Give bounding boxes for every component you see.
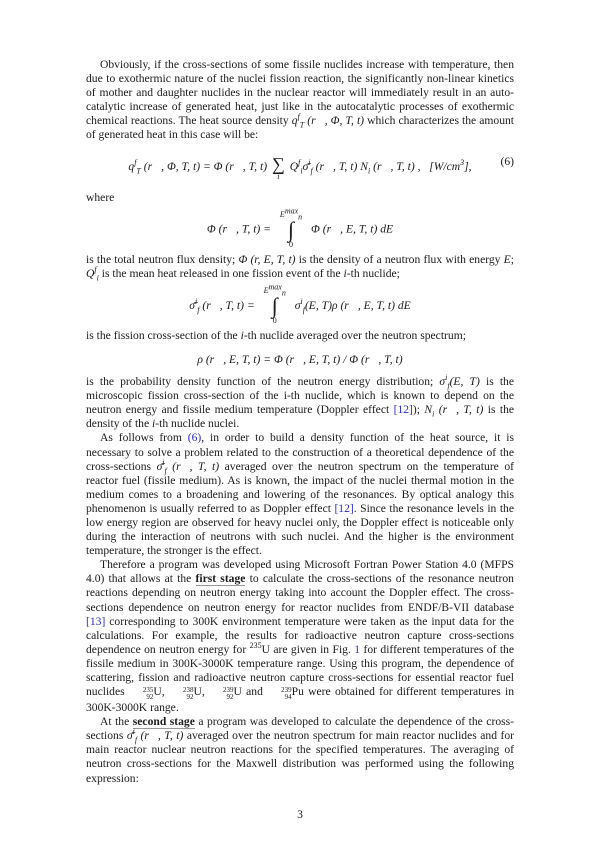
figure-ref-1[interactable]: 1	[354, 642, 361, 656]
nuclide-u239: 239 92U and	[223, 685, 263, 702]
eq6-rhs: $Q^f_i\sigmā^i_f$ (r⃗, T, t) $N_i$ (r⃗, T, t) ,	[289, 158, 421, 176]
text: Obviously, if the cross-sections of some fissile nuclides increase with temperature, then due to exothermic nature of the nuclei fission reaction, the significantly non-linear kinetics of mother and daughter nuclides in the nuclear reactor will immediately result in an auto-catalytic increase of generated heat, just like in the autocatalytic processes of exothermic chemical reactions. The heat source density	[86, 58, 514, 128]
paragraph-second-stage: At the second stage a program was developed to calculate the dependence of the cross-sections σ̄$^i_f$ (r⃗, T, t) averaged over the neutron spectrum for main reactor nuclides and for main reactor nuclear neutron reactions for the specified temperatures. The averaging of neutron cross-sections for the Maxwell distribution was performed using the following expression:	[86, 715, 514, 785]
citation-12[interactable]: [12]	[393, 403, 413, 417]
first-stage-emphasis: first stage	[195, 572, 246, 586]
eq-lhs: Φ (r⃗, T, t) =	[206, 222, 272, 236]
eq6-units: $[W/cm^3]$,	[429, 158, 472, 174]
eq-lhs: σ̄$^i_f$ (r⃗, T, t) =	[189, 296, 255, 314]
paragraph-heat-source	[86, 58, 514, 143]
paragraph-probability-density: is the probability density function of the neutron energy distribution; $\sigma^i_f(E$, T) is the microscopic fission cross-section of the i-th nuclide, which is known to depend on the neutron energy and fissile medium temperature (Doppler effect [12]); $N_i$ (r⃗, T, t) is the density of the i-th nuclide nuclei.	[86, 373, 515, 431]
summation-sign: ∑ i	[271, 153, 285, 181]
page-number: 3	[297, 808, 303, 821]
second-stage-emphasis: second stage	[132, 715, 195, 729]
equation-averaged-cross-section	[86, 282, 514, 325]
equation-total-flux	[86, 206, 514, 249]
eq-rho: ρ (r⃗, E, T, t) = Φ (r⃗, E, T, t) / Φ (r⃗, T, t)	[197, 352, 403, 366]
paper-page-body	[86, 58, 514, 786]
equation-probability-density	[86, 353, 514, 367]
equation-6	[86, 155, 514, 181]
math-inline: $q^f_T$ (r⃗, Φ, T, t)	[291, 112, 365, 130]
citation-12[interactable]: [12]	[334, 501, 354, 515]
integral-sign: $E^{max}_n$ ∫ 0	[263, 282, 286, 325]
paragraph-first-stage: Therefore a program was developed using Microsoft Fortran Power Station 4.0 (MFPS 4.0) that allows at the first stage to calculate the cross-sections of the resonance neutron reactions depending on neutron energy taking into account the Doppler effect. The cross-sections dependence on neutron energy for reactor nuclides from ENDF/B-VII database [13] corresponding to 300K environment temperature were taken as the input data for the calculations. For example, the results for radioactive neutron capture cross-sections dependence on neutron energy for $^{235}$U are given in Fig. 1 for different temperatures of the fissile medium in 300K-3000K temperature range. Using this program, the dependence of scattering, fission and radioactive neutron capture cross-sections for essential reactor fuel nuclides 235 92U, 238 92U, 239 92U and 239 94Pu were obtained for different temperatures in 300K-3000K range.	[86, 558, 514, 715]
paragraph-doppler: As follows from (6), in order to build a density function of the heat source, it is necessary to solve a problem related to the construction of a theoretical dependence of the cross-sections σ̄$^i_f$ (r⃗, T, t) averaged over the neutron spectrum on the temperature of reactor fuel (fissile medium). As is known, the impact of the nuclei thermal motion in the medium comes to a broadening and lowering of the resonances. By optical analogy this phenomenon is usually referred to as Doppler effect [12]. Since the resonance levels in the low energy region are observed for heavy nuclei only, the Doppler effect is noticeable only during the interaction of neutrons with such nuclei. And the higher is the environment temperature, the stronger is the effect.	[86, 431, 515, 558]
text: which characterizes the amount of generated heat in this case will be:	[86, 114, 515, 142]
eq-rhs: $\sigma^i_f(E$, T)ρ (r⃗, E, T, t) dE	[294, 296, 411, 314]
eq6-formula: $q^f_T$ (r⃗, Φ, T, t) = Φ (r⃗, T, t)	[128, 158, 268, 176]
equation-ref-6[interactable]: (6)	[187, 431, 202, 445]
paragraph-flux-definition: is the total neutron flux density; Φ (r, E, T, t) is the density of a neutron flux with energy E; $Q^f_i$ is the mean heat released in one fission event of the i-th nuclide;	[86, 252, 514, 283]
nuclide-u235: 235 92U,	[142, 685, 165, 702]
integral-sign: $E^{max}_n$ ∫ 0	[279, 206, 303, 249]
eq-rhs: Φ (r⃗, E, T, t) dE	[311, 222, 394, 236]
nuclide-u238: 238 92U,	[182, 685, 205, 702]
paragraph-fission-cross-section: is the fission cross-section of the i-th nuclide averaged over the neutron spectrum;	[86, 328, 466, 342]
citation-13[interactable]: [13]	[86, 614, 106, 628]
equation-number: (6)	[500, 154, 514, 168]
nuclide-pu239: 239 94Pu	[281, 685, 304, 702]
where-label: where	[86, 190, 115, 204]
